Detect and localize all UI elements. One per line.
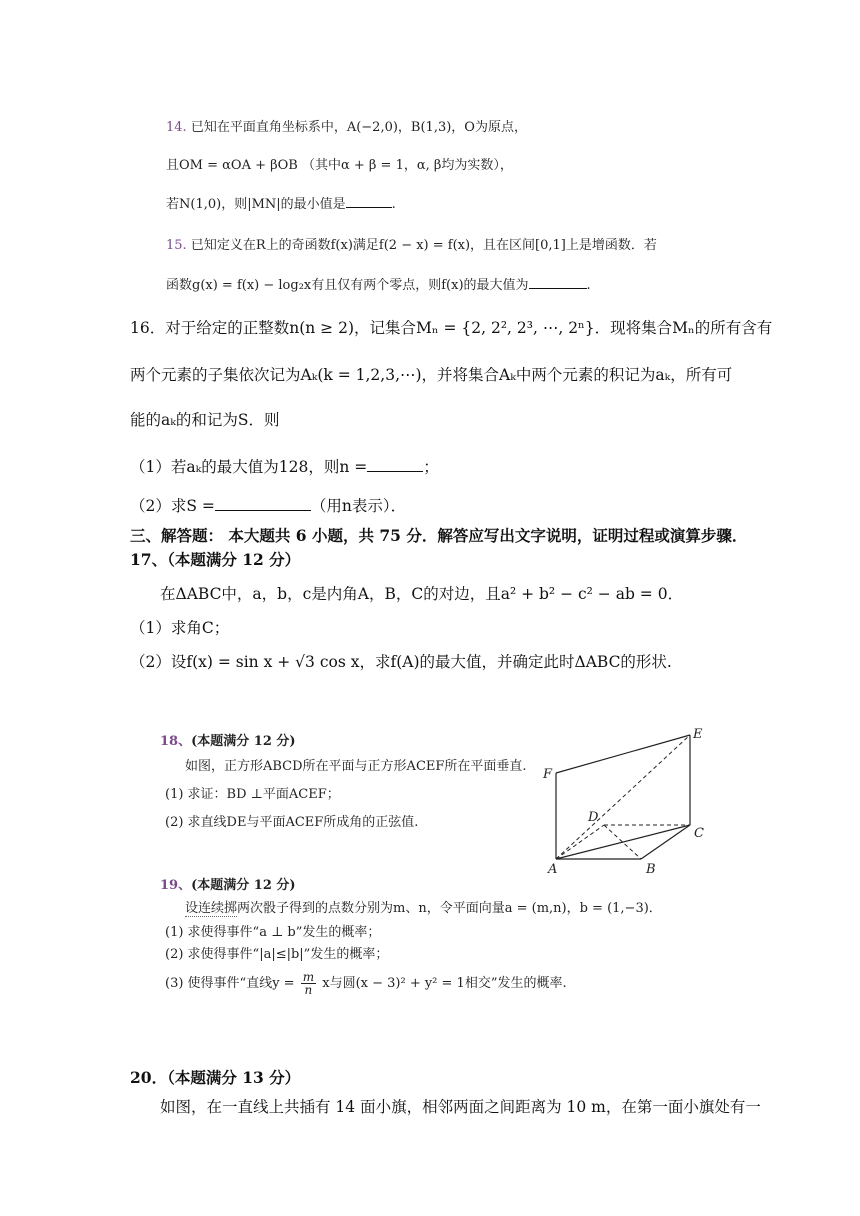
section3-heading-text: 三、解答题： 本大题共 6 小题，共 75 分．解答应写出文字说明，证明过程或演算步骤． xyxy=(130,526,748,545)
q14-text-1: 已知在平面直角坐标系中，A(−2,0)，B(1,3)，O为原点， xyxy=(190,120,527,135)
q16-part1-text: （1）若aₖ的最大值为128，则n = xyxy=(130,458,368,476)
q18-part2-text: (2) 求直线DE与平面ACEF所成角的正弦值. xyxy=(165,815,419,830)
q19-title xyxy=(160,874,296,893)
q18-part1-text: (1) 求证：BD ⊥平面ACEF； xyxy=(165,787,340,802)
q14-number: 14. xyxy=(166,120,187,135)
q16-line2 xyxy=(130,363,732,385)
q19-fraction xyxy=(301,971,316,996)
q19-text-1a: 设连续掷 xyxy=(185,901,238,916)
q15-text-2: 函数g(x) = f(x) − log₂x有且仅有两个零点，则f(x)的最大值为 xyxy=(166,278,529,293)
q16-line3 xyxy=(130,408,280,430)
q17-part2 xyxy=(130,650,672,672)
q19-part3-text-a: (3) 使得事件“直线y = xyxy=(165,976,295,991)
q16-part1-blank xyxy=(367,457,423,472)
q16-part2-end: （用n表示）． xyxy=(310,497,407,515)
q14-text-3: 若N(1,0)，则|MN|的最小值是 xyxy=(166,197,346,212)
q15-end: . xyxy=(586,278,591,293)
q14-line2 xyxy=(166,154,513,173)
q14-answer-blank xyxy=(346,193,392,208)
q16-text-3: 能的aₖ的和记为S．则 xyxy=(130,411,280,429)
q19-part2-text: (2) 求使得事件“|a|≤|b|”发生的概率； xyxy=(165,947,389,962)
q16-line1 xyxy=(130,316,772,338)
q18-label-C: C xyxy=(694,826,704,841)
q20-title xyxy=(130,1066,300,1088)
q20-text-1: 如图，在一直线上共插有 14 面小旗，相邻两面之间距离为 10 m，在第一面小旗处有一 xyxy=(160,1098,761,1116)
q16-part2 xyxy=(130,494,406,516)
section3-heading xyxy=(130,524,747,546)
q19-title-text: (本题满分 12 分) xyxy=(191,878,296,893)
q18-number: 18、 xyxy=(160,734,192,749)
q18-label-A: A xyxy=(548,862,558,875)
q14-line1 xyxy=(166,116,527,135)
q19-line1 xyxy=(185,897,662,916)
q16-part2-text: （2）求S = xyxy=(130,497,215,515)
q18-title-text: (本题满分 12 分) xyxy=(191,734,296,749)
q17-part2-text: （2）设f(x) = sin x + √3 cos x，求f(A)的最大值，并确定此时ΔABC的形状. xyxy=(130,653,672,671)
q15-text-1: 已知定义在R上的奇函数f(x)满足f(2 − x) = f(x)，且在区间[0,1]上是增函数．若 xyxy=(190,238,657,253)
q15-line1 xyxy=(166,234,657,253)
q15-number: 15. xyxy=(166,238,187,253)
q17-part1 xyxy=(130,616,229,638)
q15-line2 xyxy=(166,274,591,293)
q18-line1 xyxy=(185,755,527,774)
q16-part1-end: ； xyxy=(423,458,439,476)
q16-part1 xyxy=(130,455,439,477)
q14-text-2: 且OM = αOA + βOB （其中α + β = 1，α, β均为实数）， xyxy=(166,158,513,173)
q18-part2 xyxy=(165,811,418,830)
q14-end: . xyxy=(391,197,396,212)
q19-part3-text-b: x与圆(x − 3)² + y² = 1相交”发生的概率. xyxy=(322,976,567,991)
q17-title xyxy=(130,548,300,570)
q19-part3 xyxy=(165,971,567,996)
q20-line1 xyxy=(160,1095,761,1117)
q17-text-1: 在ΔABC中，a，b，c是内角A，B，C的对边，且a² + b² − c² − ab = 0． xyxy=(160,585,684,603)
q17-part1-text: （1）求角C； xyxy=(130,619,230,637)
q18-label-D: D xyxy=(588,810,599,825)
q18-text-1: 如图，正方形ABCD所在平面与正方形ACEF所在平面垂直. xyxy=(185,759,527,774)
q20-title-text: 20．（本题满分 13 分） xyxy=(130,1068,301,1087)
q17-title-text: 17、（本题满分 12 分） xyxy=(130,550,301,569)
q16-part2-blank xyxy=(215,496,311,511)
q17-line1 xyxy=(160,582,683,604)
q19-part2 xyxy=(165,943,388,962)
q19-fraction-denominator: n xyxy=(304,983,313,997)
q19-fraction-numerator: m xyxy=(302,970,315,984)
q16-text-1: 16．对于给定的正整数n(n ≥ 2)，记集合Mₙ = {2, 2², 2³, ⋯, 2ⁿ}．现将集合Mₙ的所有含有 xyxy=(130,319,773,337)
q19-part1-text: (1) 求使得事件“a ⊥ b”发生的概率； xyxy=(165,925,381,940)
q19-part1 xyxy=(165,921,380,940)
q19-number: 19、 xyxy=(160,878,192,893)
q16-text-2: 两个元素的子集依次记为Aₖ(k = 1,2,3,⋯)，并将集合Aₖ中两个元素的积记为aₖ，所有可 xyxy=(130,366,733,384)
q18-title xyxy=(160,730,296,749)
q19-text-1b: 两次骰子得到的点数分别为m、n，令平面向量a = (m,n)，b = (1,−3)． xyxy=(237,901,662,916)
q18-label-E: E xyxy=(693,727,703,742)
q18-figure xyxy=(540,725,720,875)
q15-answer-blank xyxy=(529,274,587,289)
q18-label-B: B xyxy=(646,862,656,875)
q18-label-F: F xyxy=(543,767,553,782)
q18-part1 xyxy=(165,783,340,802)
q14-line3 xyxy=(166,193,396,212)
